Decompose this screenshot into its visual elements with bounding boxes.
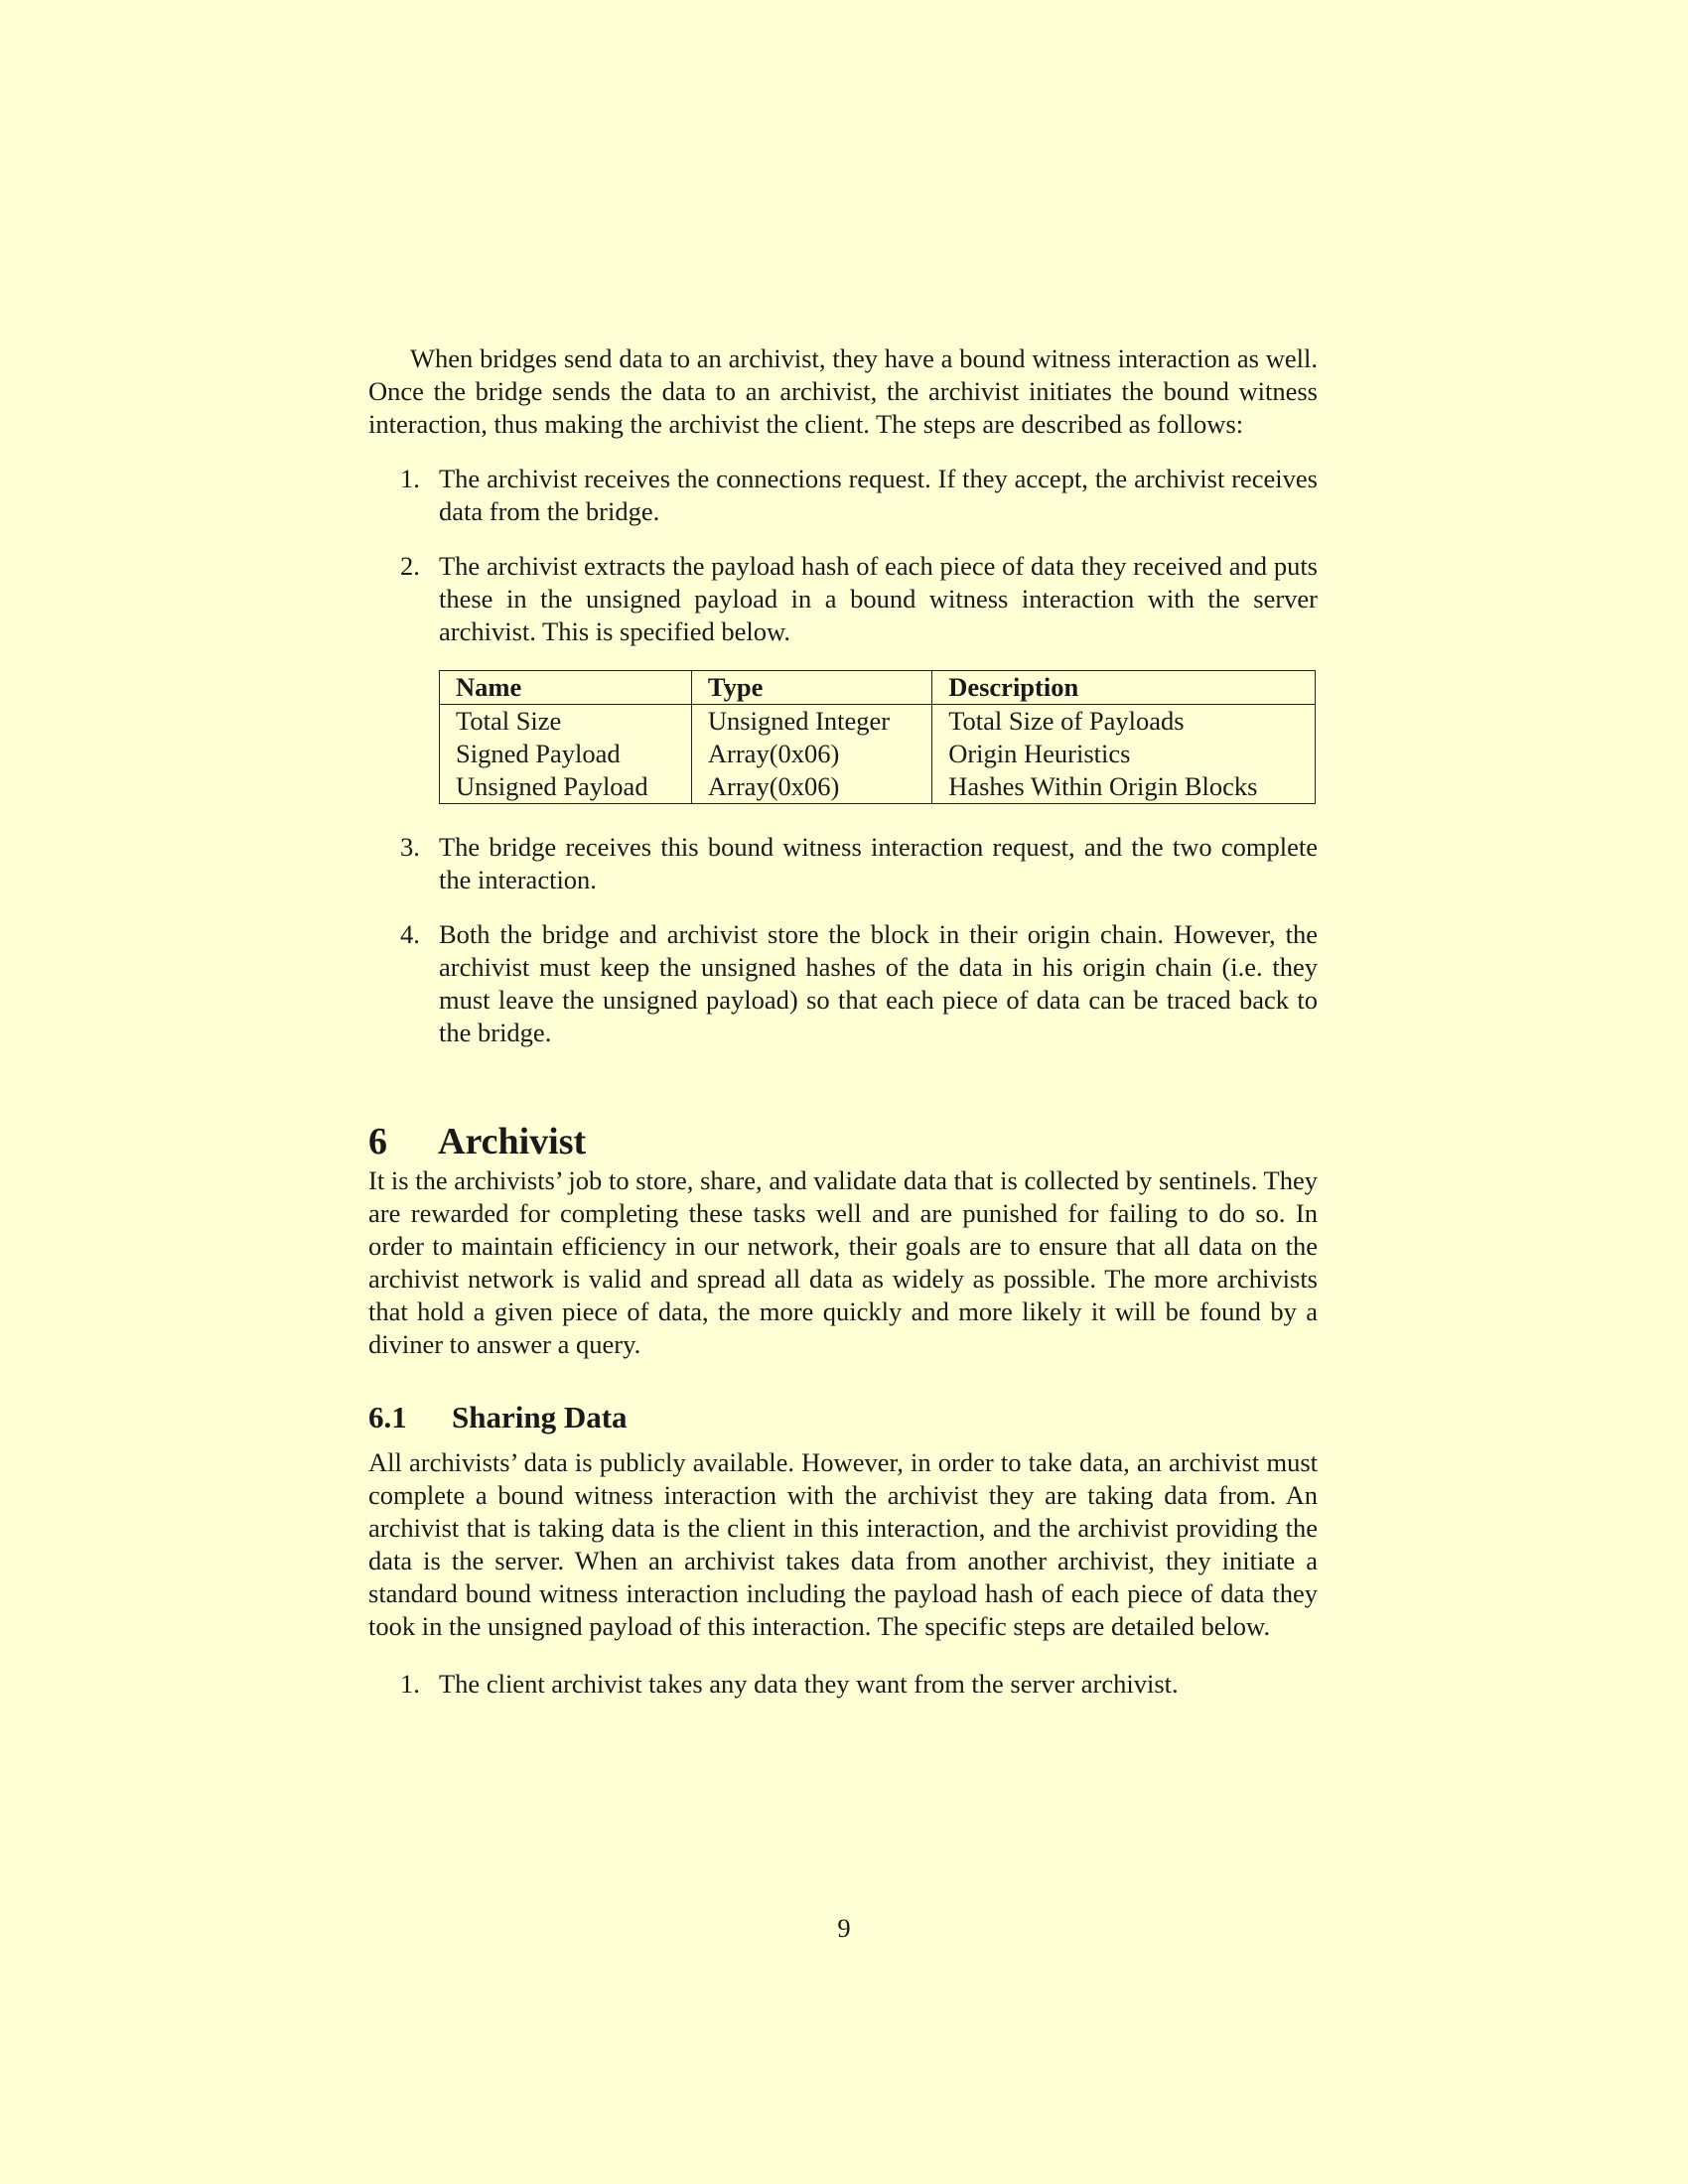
- table-cell: Signed Payload: [456, 739, 621, 768]
- list-item-number: 1.: [400, 464, 420, 493]
- page-number: 9: [837, 1913, 851, 1943]
- section-title: Archivist: [438, 1121, 587, 1162]
- spec-table-wrapper: [439, 670, 1318, 804]
- list-item-number: 1.: [400, 1669, 420, 1699]
- table-header-cell: Type: [691, 671, 931, 705]
- list-item: [368, 463, 1318, 528]
- list-item: [368, 550, 1318, 648]
- list-item-text: The archivist extracts the payload hash of each piece of data they received and puts these in the unsigned payload in a bound witness interaction with the server archivist. This is specified below.: [439, 551, 1318, 646]
- list-item-number: 4.: [400, 919, 420, 949]
- intro-paragraph: When bridges send data to an archivist, they have a bound witness interaction as well. Once the bridge sends the data to an archivist, the archivist initiates the bound witness interaction, thus making the archivist the client. The steps are described as follows:: [368, 343, 1318, 439]
- table-cell: Array(0x06): [691, 770, 931, 804]
- table-cell: Origin Heuristics: [932, 738, 1316, 770]
- table-cell: Hashes Within Origin Blocks: [932, 770, 1316, 804]
- subsection-heading: [368, 1399, 1318, 1436]
- list-item: [368, 831, 1318, 896]
- table-cell: Total Size: [456, 706, 562, 736]
- page-content: [368, 342, 1318, 1722]
- list-item-text: The bridge receives this bound witness interaction request, and the two complete the interaction.: [439, 832, 1318, 894]
- table-cell: Unsigned Integer: [691, 705, 931, 739]
- table-header-cell: Description: [932, 671, 1316, 705]
- section-paragraph: It is the archivists’ job to store, share, and validate data that is collected by sentinels. They are rewarded for completing these tasks well and are punished for failing to do so. In order to maintain efficiency in our network, their goals are to ensure that all data on the archivist network is valid and spread all data as widely as possible. The more archivists that hold a given piece of data, the more quickly and more likely it will be found by a diviner to answer a query.: [368, 1165, 1318, 1359]
- table-header-cell: Name: [440, 671, 692, 705]
- list-item-number: 3.: [400, 832, 420, 862]
- table-row: [440, 738, 1316, 770]
- table-cell: Unsigned Payload: [456, 771, 648, 801]
- subsection-paragraph: All archivists’ data is publicly available. However, in order to take data, an archivist must complete a bound witness interaction with the archivist they are taking data from. An archivist that is taking data is the client in this interaction, and the archivist providing the data is the server. When an archivist takes data from another archivist, they initiate a standard bound witness interaction including the payload hash of each piece of data they took in the unsigned payload of this interaction. The specific steps are detailed below.: [368, 1447, 1318, 1641]
- list-item: [368, 1668, 1318, 1701]
- table-cell: Total Size of Payloads: [932, 705, 1316, 739]
- list-item-text: The client archivist takes any data they want from the server archivist.: [439, 1669, 1179, 1699]
- sharing-steps-list: [368, 1668, 1318, 1701]
- list-item-number: 2.: [400, 551, 420, 581]
- subsection-number: 6.1: [368, 1400, 407, 1434]
- list-item: [368, 918, 1318, 1049]
- table-row: [440, 705, 1316, 739]
- list-item-text: The archivist receives the connections request. If they accept, the archivist receives data from the bridge.: [439, 464, 1318, 526]
- subsection-title: Sharing Data: [452, 1400, 628, 1434]
- table-header-row: [440, 671, 1316, 705]
- table-cell: Array(0x06): [691, 738, 931, 770]
- table-row: [440, 770, 1316, 804]
- bridge-steps-list: [368, 463, 1318, 648]
- bridge-steps-list-continued: [368, 831, 1318, 1049]
- section-number: 6: [368, 1121, 387, 1162]
- list-item-text: Both the bridge and archivist store the block in their origin chain. However, the archivist must keep the unsigned hashes of the data in his origin chain (i.e. they must leave the unsigned payload) so that each piece of data can be traced back to the bridge.: [439, 919, 1318, 1047]
- section-heading: [368, 1119, 1318, 1164]
- spec-table: [439, 670, 1316, 804]
